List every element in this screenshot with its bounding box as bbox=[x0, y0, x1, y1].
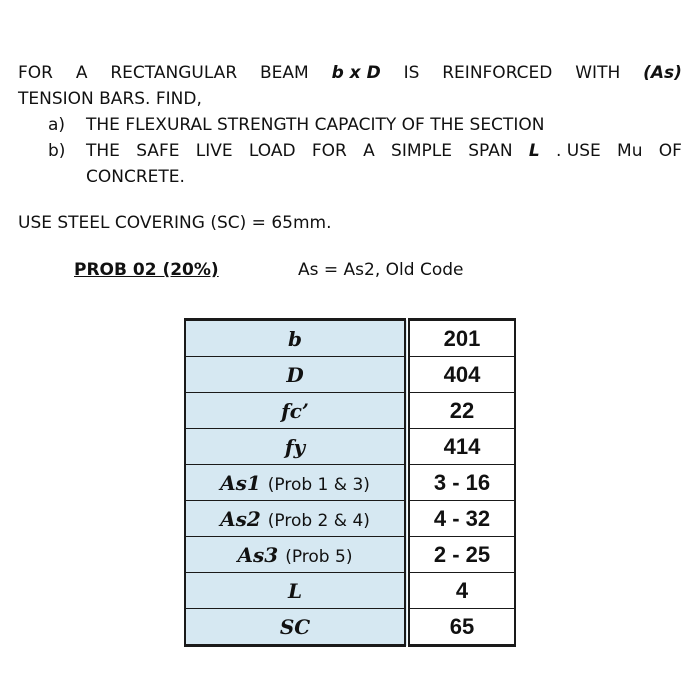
param-symbol: As3 bbox=[237, 542, 279, 567]
line1-word: A bbox=[75, 63, 88, 83]
value-cell: 404 bbox=[407, 357, 515, 393]
param-cell bbox=[185, 465, 407, 501]
problem-as-spec: As = As2, Old Code bbox=[298, 260, 464, 280]
item-b-word: Mu bbox=[617, 141, 643, 161]
item-b-word: THE bbox=[86, 141, 120, 161]
param-note: (Prob 1 & 3) bbox=[267, 474, 370, 495]
list-marker-a: a) bbox=[48, 115, 66, 135]
line1-word: IS bbox=[403, 63, 420, 83]
param-cell bbox=[185, 320, 407, 357]
table-row bbox=[185, 429, 515, 465]
param-note: (Prob 5) bbox=[285, 546, 353, 567]
problem-statement bbox=[18, 60, 682, 190]
line1-word: REINFORCED bbox=[442, 63, 553, 83]
item-b-word: SPAN bbox=[468, 141, 513, 161]
value-cell: 4 bbox=[407, 573, 515, 609]
item-b-word: FOR bbox=[311, 141, 347, 161]
problem-header bbox=[74, 260, 463, 280]
value-cell: 201 bbox=[407, 320, 515, 357]
line1-word: FOR bbox=[18, 63, 53, 83]
param-symbol: As1 bbox=[220, 470, 261, 495]
problem-label: PROB 02 (20%) bbox=[74, 260, 219, 280]
value-cell: 65 bbox=[407, 609, 515, 646]
param-symbol: b bbox=[288, 326, 302, 351]
question-list bbox=[48, 112, 682, 164]
param-note: (Prob 2 & 4) bbox=[267, 510, 370, 531]
item-b-word: LIVE bbox=[195, 141, 233, 161]
table-row bbox=[185, 320, 515, 357]
table-row bbox=[185, 465, 515, 501]
item-b-word: . USE bbox=[555, 141, 601, 161]
item-b-word: SAFE bbox=[136, 141, 180, 161]
line1-word: RECTANGULAR bbox=[110, 63, 238, 83]
line1-word: BEAM bbox=[260, 63, 309, 83]
table-row bbox=[185, 357, 515, 393]
param-symbol: As2 bbox=[220, 506, 261, 531]
list-item-a bbox=[48, 112, 682, 138]
value-cell: 414 bbox=[407, 429, 515, 465]
param-cell bbox=[185, 609, 407, 646]
param-symbol: fy bbox=[284, 434, 306, 459]
param-cell bbox=[185, 501, 407, 537]
table-row bbox=[185, 573, 515, 609]
item-b-word: SIMPLE bbox=[391, 141, 452, 161]
item-b-word: OF bbox=[658, 141, 682, 161]
item-b-word: A bbox=[363, 141, 375, 161]
list-text-b-continuation: CONCRETE. bbox=[86, 167, 185, 187]
param-symbol: L bbox=[287, 578, 303, 603]
list-text-a: THE FLEXURAL STRENGTH CAPACITY OF THE SECTION bbox=[86, 115, 545, 135]
param-cell bbox=[185, 357, 407, 393]
list-marker-b: b) bbox=[48, 141, 66, 161]
item-b-word: L bbox=[528, 141, 540, 161]
table-row bbox=[185, 609, 515, 646]
line1-word: (As) bbox=[643, 63, 682, 83]
line1-word: WITH bbox=[575, 63, 621, 83]
list-text-b bbox=[86, 138, 682, 164]
parameter-table bbox=[184, 318, 516, 647]
param-symbol: fc’ bbox=[281, 398, 309, 423]
line1-word: b x D bbox=[331, 63, 381, 83]
param-cell bbox=[185, 393, 407, 429]
param-cell bbox=[185, 573, 407, 609]
param-cell bbox=[185, 537, 407, 573]
table-row bbox=[185, 537, 515, 573]
table-row bbox=[185, 501, 515, 537]
value-cell: 22 bbox=[407, 393, 515, 429]
list-item-b bbox=[48, 138, 682, 164]
param-symbol: SC bbox=[279, 614, 311, 639]
item-b-word: LOAD bbox=[248, 141, 296, 161]
param-symbol: D bbox=[286, 362, 304, 387]
value-cell: 3 - 16 bbox=[407, 465, 515, 501]
param-cell bbox=[185, 429, 407, 465]
problem-line-1 bbox=[18, 60, 682, 86]
problem-line-2: TENSION BARS. FIND, bbox=[18, 89, 202, 109]
steel-covering-note: USE STEEL COVERING (SC) = 65mm. bbox=[18, 213, 332, 233]
value-cell: 2 - 25 bbox=[407, 537, 515, 573]
table-row bbox=[185, 393, 515, 429]
value-cell: 4 - 32 bbox=[407, 501, 515, 537]
